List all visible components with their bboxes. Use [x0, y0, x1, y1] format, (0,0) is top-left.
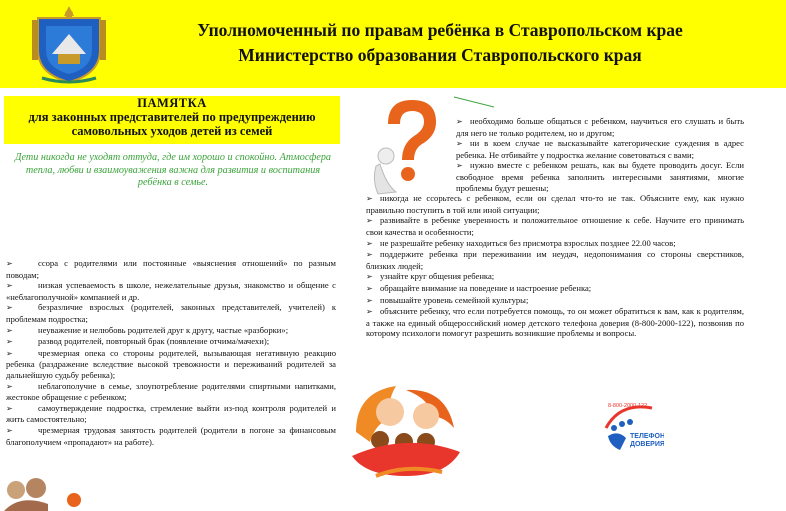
header-line-1: Уполномоченный по правам ребёнка в Ставропольском крае — [197, 20, 683, 40]
list-item-text: необходимо больше общаться с ребенком, научиться его слушать и быть для него не только родителем, но и другом; — [456, 116, 744, 138]
list-item — [366, 116, 744, 138]
reasons-list — [6, 258, 336, 447]
list-item-text: неблагополучие в семье, злоупотребление родителями спиртными напитками, жестокое обращение с ребенком; — [6, 380, 336, 403]
helpline-logo — [600, 398, 664, 458]
list-item — [6, 336, 336, 348]
bullet-arrow-icon: ➢ — [6, 281, 13, 291]
header-title — [120, 18, 760, 68]
bullet-arrow-icon: ➢ — [366, 272, 373, 282]
list-item — [366, 306, 744, 339]
bullet-arrow-icon: ➢ — [366, 216, 373, 226]
list-item-text: узнайте круг общения ребенка; — [380, 271, 495, 282]
list-item-text: низкая успеваемость в школе, нежелательные друзья, знакомство и общение с «неблагополучной» компанией и др. — [6, 280, 336, 302]
children-photo-icon — [0, 474, 82, 511]
list-item — [6, 258, 336, 280]
list-item-text: повышайте уровень семейной культуры; — [380, 294, 529, 305]
list-item-text: ссора с родителями или постоянные «выяснения отношений» по разным поводам; — [6, 258, 336, 280]
header-line-2: Министерство образования Ставропольского края — [238, 45, 642, 65]
list-item-text: чрезмерная трудовая занятость родителей (родители в погоне за финансовым благополучием «пропадают» на работе). — [6, 424, 336, 447]
list-item — [6, 325, 336, 337]
bullet-arrow-icon: ➢ — [6, 403, 13, 413]
memo-title: ПАМЯТКА — [137, 96, 207, 110]
list-item — [6, 348, 336, 381]
list-item-text: объясните ребенку, что если потребуется помощь, то он может обратиться к вам, как к родителям, а также на единый общероссийский номер детского телефона доверия (8-800-2000-122), позвонив по которому психологи помогут разрешить возникшие проблемы и вопросы. — [366, 306, 744, 339]
list-item-text: развод родителей, повторный брак (появление отчима/мачехи); — [38, 336, 270, 347]
list-item — [6, 403, 336, 425]
bullet-arrow-icon: ➢ — [6, 337, 13, 347]
header-banner — [0, 0, 786, 88]
bullet-arrow-icon: ➢ — [6, 303, 13, 313]
list-item-text: самоутверждение подростка, стремление выйти из-под контроля родителей и жить самостоятельно; — [6, 402, 336, 425]
list-item-text: неуважение и нелюбовь родителей друг к другу, частые «разборки»; — [38, 324, 289, 335]
list-item-text: безразличие взрослых (родителей, законных представителей, учителей) к проблемам подростка; — [6, 302, 336, 324]
list-item — [366, 271, 744, 283]
list-item — [6, 302, 336, 324]
bullet-arrow-icon: ➢ — [366, 307, 373, 317]
list-item-text: никогда не ссорьтесь с ребенком, если он сделал что-то не так. Объясните ему, как нужно правильно поступить в той или иной ситуации; — [366, 193, 744, 215]
list-item — [366, 138, 744, 160]
bullet-arrow-icon: ➢ — [366, 295, 373, 305]
list-item — [6, 280, 336, 302]
list-item — [6, 381, 336, 403]
bullet-arrow-icon: ➢ — [456, 161, 463, 171]
advice-list — [366, 116, 744, 339]
memo-subtitle-1: для законных представителей по предупреждению — [28, 110, 316, 124]
bullet-arrow-icon: ➢ — [6, 348, 13, 358]
list-item — [366, 160, 744, 193]
bullet-arrow-icon: ➢ — [456, 117, 463, 126]
quote-text: Дети никогда не уходят оттуда, где им хорошо и спокойно. Атмосфера тепла, любви и взаимоуважения важна для развития и воспитания ребёнка в семье. — [14, 152, 332, 188]
family-illustration-icon — [346, 372, 466, 482]
list-item-text: нужно вместе с ребенком решать, как вы будете проводить досуг. Если свободное время ребенка заполнить интересными занятиями, многие проблемы будут решены; — [456, 160, 744, 193]
list-item — [366, 215, 744, 237]
bullet-arrow-icon: ➢ — [456, 139, 463, 149]
memo-subtitle-2: самовольных уходов детей из семей — [71, 124, 273, 138]
bullet-arrow-icon: ➢ — [366, 238, 373, 248]
list-item-text: развивайте в ребенке уверенность и положительное отношение к себе. Научите его принимать свои качества и особенности; — [366, 215, 744, 237]
bullet-arrow-icon: ➢ — [6, 425, 13, 435]
decorative-line-icon — [454, 96, 494, 108]
helpline-line-2: ДОВЕРИЯ — [630, 441, 664, 448]
bullet-arrow-icon: ➢ — [366, 283, 373, 293]
list-item — [366, 295, 744, 307]
helpline-number: 8-800-2000-122 — [608, 403, 648, 409]
list-item — [366, 193, 744, 215]
bullet-arrow-icon: ➢ — [6, 381, 13, 391]
list-item-text: поддержите ребенка при переживании им неудач, недопонимания со стороны сверстников, близких людей; — [366, 249, 744, 271]
helpline-line-1: ТЕЛЕФОН — [630, 433, 664, 440]
helpline-emblem-icon — [600, 398, 664, 458]
list-item-text: не разрешайте ребенку находиться без присмотра взрослых позднее 22.00 часов; — [380, 237, 676, 248]
list-item-text: чрезмерная опека со стороны родителей, вызывающая негативную реакцию ребенка (раздражение вследствие высокой тревожности и переживаний родителей за дальнейшую судьбу ребенка); — [6, 347, 336, 380]
list-item-text: обращайте внимание на поведение и настроение ребенка; — [380, 282, 592, 293]
list-item-text: ни в коем случае не высказывайте категорические суждения в адрес ребенка. Не отбивайте у подростка желание советоваться с вами; — [456, 138, 744, 160]
coat-of-arms-icon — [30, 4, 108, 84]
list-item — [366, 249, 744, 271]
list-item — [366, 238, 744, 250]
bullet-arrow-icon: ➢ — [6, 259, 13, 268]
memo-title-box — [4, 96, 340, 144]
bullet-arrow-icon: ➢ — [366, 194, 373, 204]
list-item — [366, 283, 744, 295]
bullet-arrow-icon: ➢ — [366, 250, 373, 260]
list-item — [6, 425, 336, 447]
bullet-arrow-icon: ➢ — [6, 325, 13, 335]
